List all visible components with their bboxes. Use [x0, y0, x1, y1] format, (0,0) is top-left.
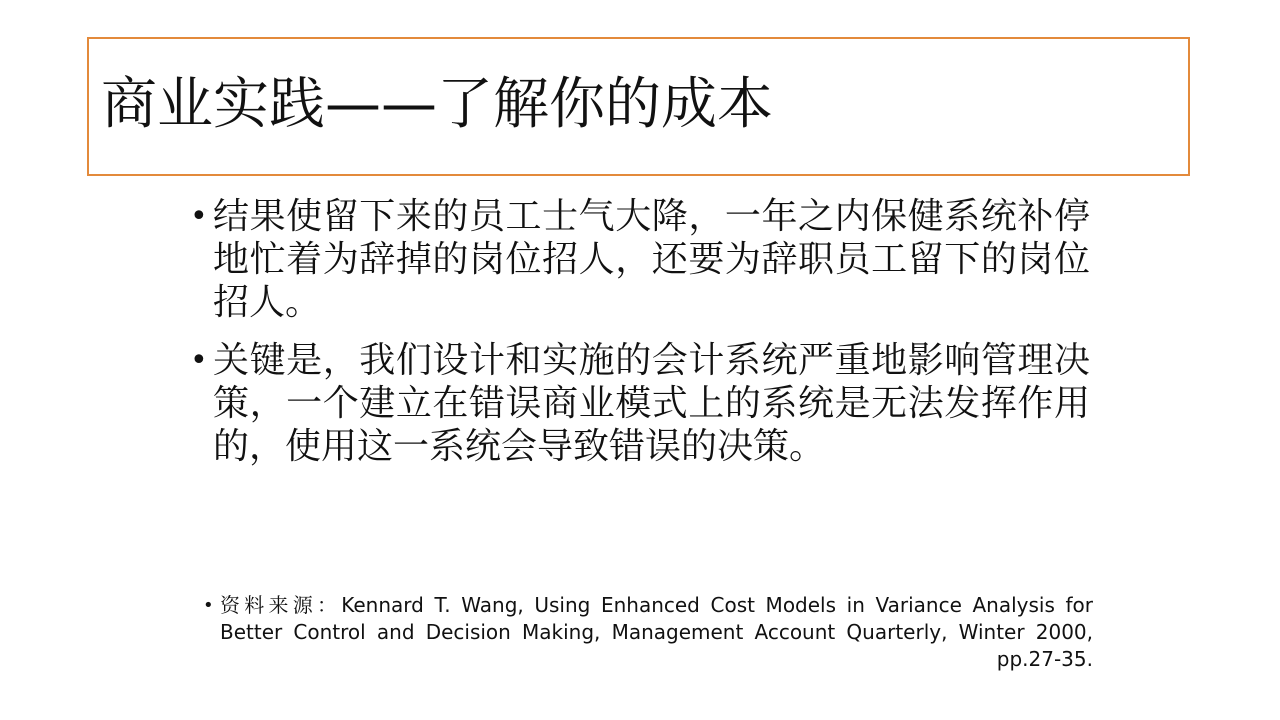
bullet-item-2 [190, 339, 1090, 468]
source-note [203, 592, 1093, 673]
bullet-text-1: 结果使留下来的员工士气大降，一年之内保健系统补停地忙着为辞掉的岗位招人，还要为辞职员工留下的岗位招人。 [213, 196, 1090, 323]
source-text: 资料来源：Kennard T. Wang, Using Enhanced Cost Models in Variance Analysis for Better Control and Decision Making, Management Account Quarterly, Winter 2000, pp.27-35. [220, 593, 1093, 671]
source-bullet-dot-icon: • [203, 595, 214, 616]
slide-title: 商业实践——了解你的成本 [101, 72, 773, 137]
bullet-dot-icon: • [190, 343, 208, 378]
bullet-text-2: 关键是，我们设计和实施的会计系统严重地影响管理决策，一个建立在错误商业模式上的系统是无法发挥作用的，使用这一系统会导致错误的决策。 [213, 340, 1090, 467]
title-box [87, 37, 1190, 176]
bullet-list [190, 195, 1090, 483]
bullet-item-1 [190, 195, 1090, 324]
bullet-dot-icon: • [190, 199, 208, 234]
